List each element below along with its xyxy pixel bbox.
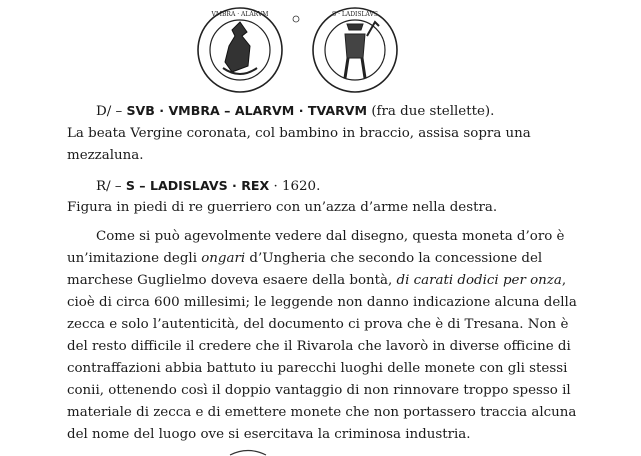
paragraph-line-1: Come si può agevolmente vedere dal disegno, questa moneta d’oro è bbox=[96, 229, 565, 244]
reverse-legend: S – LADISLAVS · REX bbox=[125, 178, 270, 193]
paragraph-line-5: zecca e solo l’autenticità, del documento ci prova che è di Tresana. Non è bbox=[67, 317, 569, 332]
obverse-legend: SVB · VMBRA – ALARVM · TVARVM bbox=[126, 103, 368, 118]
reverse-description: Figura in piedi di re guerriero con un’azza d’arme nella destra. bbox=[67, 200, 498, 215]
paragraph-line-9: materiale di zecca e di emettere monete che non portassero traccia alcuna bbox=[67, 405, 577, 420]
svg-text:S · LADISLAVS: S · LADISLAVS bbox=[332, 11, 378, 18]
obverse-description-cont: mezzaluna. bbox=[67, 148, 144, 163]
coin-obverse bbox=[198, 8, 282, 92]
svg-text:VMBRA · ALARVM: VMBRA · ALARVM bbox=[211, 11, 269, 18]
paragraph-line-8: conii, ottenendo così il doppio vantaggio di non rinnovare troppo spesso il bbox=[67, 383, 571, 398]
coin-illustration bbox=[195, 6, 405, 94]
paragraph-line-6: del resto difficile il credere che il Rivarola che lavorò in diverse officine di bbox=[67, 339, 571, 354]
paragraph-line-7: contraffazioni abbia battuto iu parecchi luoghi delle monete con gli stessi bbox=[67, 361, 568, 376]
paragraph-line-3: marchese Guglielmo doveva esaere della bontà, di carati dodici per onza, bbox=[67, 273, 567, 288]
obverse-line: D/ – SVB · VMBRA – ALARVM · TVARVM (fra due stellette). bbox=[96, 103, 495, 119]
paragraph-line-4: cioè di circa 600 millesimi; le leggende non danno indicazione alcuna della bbox=[67, 295, 577, 310]
next-illustration-edge bbox=[228, 448, 268, 456]
obverse-description: La beata Vergine coronata, col bambino in braccio, assisa sopra una bbox=[67, 126, 531, 141]
reverse-line: R/ – S – LADISLAVS · REX · 1620. bbox=[96, 178, 321, 194]
paragraph-line-2: un’imitazione degli ongari d’Ungheria che secondo la concessione del bbox=[67, 251, 543, 266]
coin-reverse bbox=[313, 8, 397, 92]
paragraph-line-10: del nome del luogo ove si esercitava la criminosa industria. bbox=[67, 427, 471, 442]
